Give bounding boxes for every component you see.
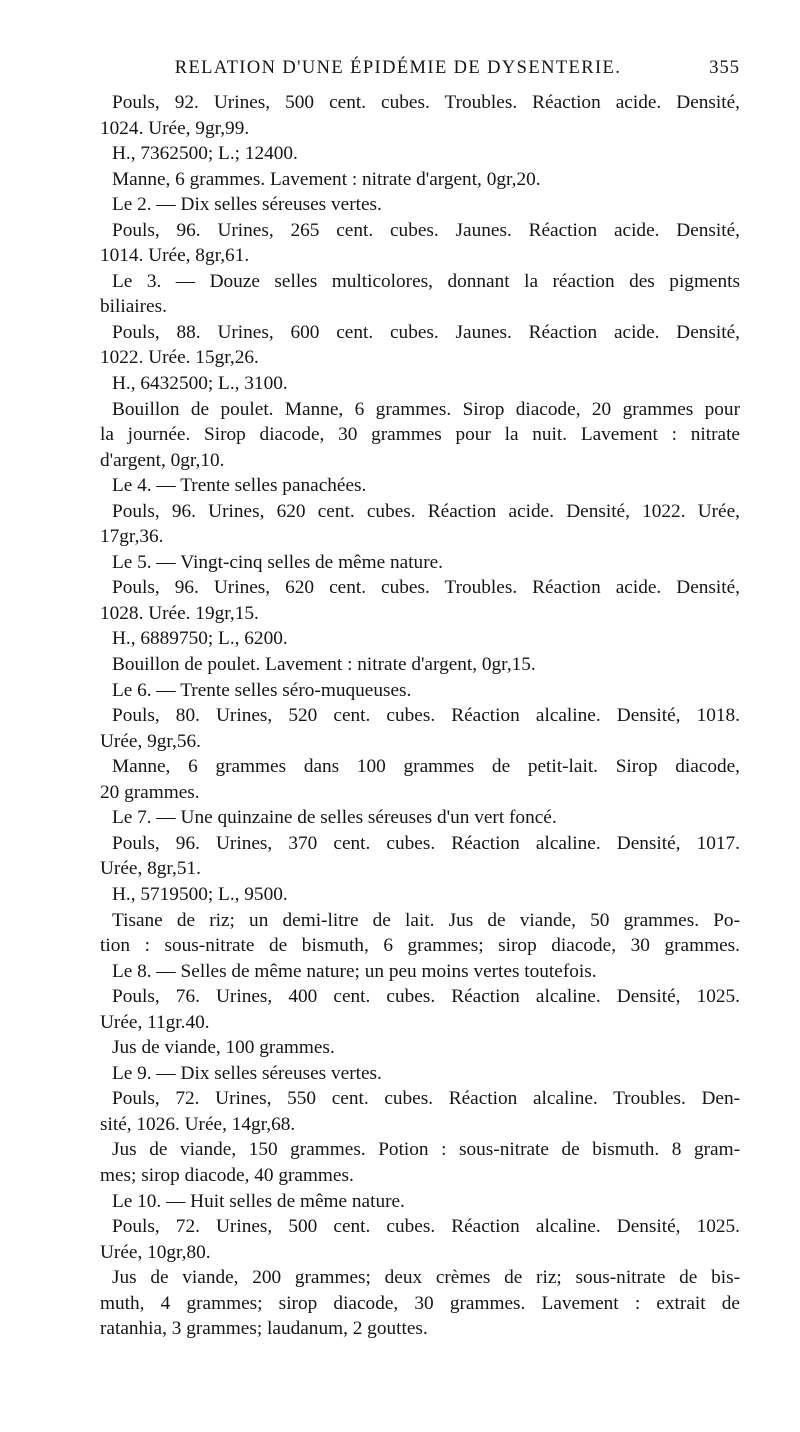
text-line: Tisane de riz; un demi-litre de lait. Jus de viande, 50 grammes. Po- <box>112 909 740 931</box>
text-line: 1022. Urée. 15gr,26. <box>100 347 259 369</box>
text-line: Manne, 6 grammes. Lavement : nitrate d'argent, 0gr,20. <box>112 168 541 190</box>
text-line: 1028. Urée. 19gr,15. <box>100 602 259 624</box>
text-line: Manne, 6 grammes dans 100 grammes de petit-lait. Sirop diacode, <box>112 756 740 778</box>
text-line: Pouls, 88. Urines, 600 cent. cubes. Jaunes. Réaction acide. Densité, <box>112 321 740 343</box>
text-line: Pouls, 96. Urines, 370 cent. cubes. Réaction alcaline. Densité, 1017. <box>112 832 740 854</box>
text-line: Le 10. — Huit selles de même nature. <box>112 1190 405 1212</box>
text-line: Pouls, 96. Urines, 265 cent. cubes. Jaunes. Réaction acide. Densité, <box>112 219 740 241</box>
text-line: Pouls, 96. Urines, 620 cent. cubes. Troubles. Réaction acide. Densité, <box>112 577 740 599</box>
text-line: H., 6432500; L., 3100. <box>112 373 288 395</box>
text-line: 1014. Urée, 8gr,61. <box>100 245 250 267</box>
text-line: Pouls, 72. Urines, 500 cent. cubes. Réaction alcaline. Densité, 1025. <box>112 1216 740 1238</box>
text-line: la journée. Sirop diacode, 30 grammes pour la nuit. Lavement : nitrate <box>100 424 740 446</box>
text-line: H., 6889750; L., 6200. <box>112 628 288 650</box>
text-line: Jus de viande, 200 grammes; deux crèmes de riz; sous-nitrate de bis- <box>112 1267 740 1289</box>
page-number: 355 <box>709 58 740 78</box>
text-line: Pouls, 76. Urines, 400 cent. cubes. Réaction alcaline. Densité, 1025. <box>112 986 740 1008</box>
text-line: Le 9. — Dix selles séreuses vertes. <box>112 1062 382 1084</box>
text-line: Le 8. — Selles de même nature; un peu moins vertes toutefois. <box>112 960 597 982</box>
text-line: Pouls, 72. Urines, 550 cent. cubes. Réaction alcaline. Troubles. Den- <box>112 1088 740 1110</box>
text-line: d'argent, 0gr,10. <box>100 449 225 471</box>
body-text <box>100 90 740 1342</box>
text-line: Le 3. — Douze selles multicolores, donnant la réaction des pigments <box>112 270 740 292</box>
text-line: sité, 1026. Urée, 14gr,68. <box>100 1113 296 1135</box>
text-line: ratanhia, 3 grammes; laudanum, 2 gouttes. <box>100 1318 428 1340</box>
text-line: Le 7. — Une quinzaine de selles séreuses d'un vert foncé. <box>112 807 557 829</box>
text-line: Pouls, 92. Urines, 500 cent. cubes. Troubles. Réaction acide. Densité, <box>112 92 740 113</box>
text-line: Le 5. — Vingt-cinq selles de même nature. <box>112 551 443 573</box>
text-line: Pouls, 80. Urines, 520 cent. cubes. Réaction alcaline. Densité, 1018. <box>112 705 740 727</box>
text-line: 1024. Urée, 9gr,99. <box>100 117 250 139</box>
text-line: H., 7362500; L.; 12400. <box>112 143 298 165</box>
running-title: RELATION D'UNE ÉPIDÉMIE DE DYSENTERIE. <box>174 58 622 78</box>
text-line: tion : sous-nitrate de bismuth, 6 grammes; sirop diacode, 30 grammes. <box>100 935 740 957</box>
text-line: Bouillon de poulet. Manne, 6 grammes. Sirop diacode, 20 grammes pour <box>112 398 740 420</box>
text-line: Jus de viande, 100 grammes. <box>112 1037 335 1059</box>
text-line: Urée, 11gr.40. <box>100 1011 210 1033</box>
page-header <box>100 52 740 88</box>
text-line: biliaires. <box>100 296 167 318</box>
text-line: Urée, 10gr,80. <box>100 1241 211 1263</box>
text-line: mes; sirop diacode, 40 grammes. <box>100 1164 354 1186</box>
text-line: Le 2. — Dix selles séreuses vertes. <box>112 194 382 216</box>
text-line: 20 grammes. <box>100 781 200 803</box>
text-line: Le 6. — Trente selles séro-muqueuses. <box>112 679 412 701</box>
text-line: 17gr,36. <box>100 526 164 548</box>
text-line: muth, 4 grammes; sirop diacode, 30 grammes. Lavement : extrait de <box>100 1292 740 1314</box>
text-line: Urée, 9gr,56. <box>100 730 201 752</box>
text-line: Jus de viande, 150 grammes. Potion : sous-nitrate de bismuth. 8 gram- <box>112 1139 740 1161</box>
text-line: H., 5719500; L., 9500. <box>112 883 288 905</box>
text-line: Bouillon de poulet. Lavement : nitrate d'argent, 0gr,15. <box>112 654 536 676</box>
text-line: Pouls, 96. Urines, 620 cent. cubes. Réaction acide. Densité, 1022. Urée, <box>112 500 740 522</box>
text-line: Urée, 8gr,51. <box>100 858 201 880</box>
text-line: Le 4. — Trente selles panachées. <box>112 475 367 497</box>
